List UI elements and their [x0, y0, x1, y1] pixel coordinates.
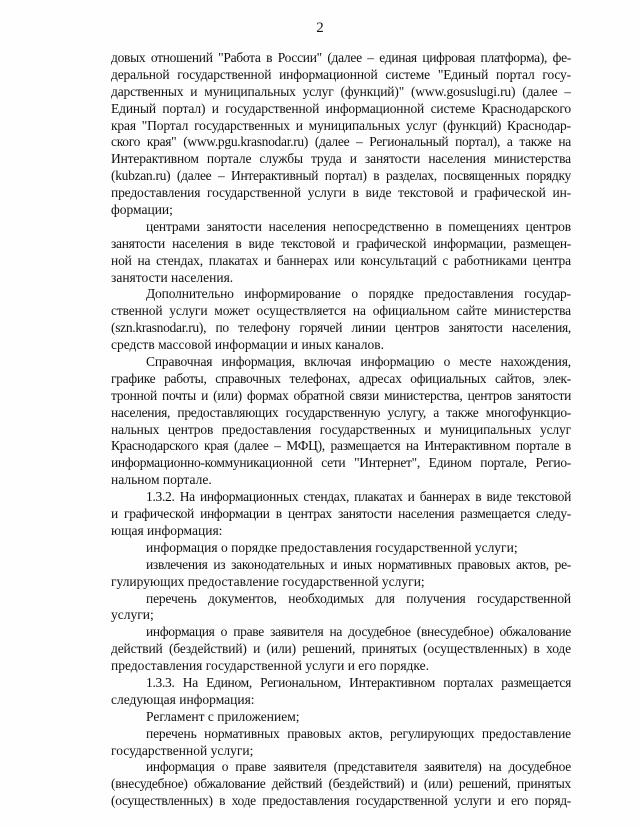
text-line: (kubzan.ru) (далее – Интерактивный портал) в разделах, посвященных порядку — [111, 168, 571, 184]
text-line: тронной почты и (или) формах обратной связи министерства, центров занятости — [111, 387, 571, 403]
text-line: населения, предоставляющих государственную услугу, а также многофункцио- — [111, 404, 571, 420]
text-line: ственной услуги может осуществляется на официальном сайте министерства — [111, 303, 571, 319]
text-line: предоставления государственной услуги в виде текстовой и графической ин- — [111, 185, 571, 201]
text-line: услуги; — [111, 607, 154, 623]
text-line: информационно-коммуникационной сети "Интернет", Едином портале, Регио- — [111, 455, 571, 471]
text-line: перечень нормативных правовых актов, регулирующих предоставление — [146, 725, 571, 741]
text-line: государственной услуги; — [111, 742, 254, 758]
text-line: Краснодарского края (далее – МФЦ), размещается на Интерактивном портале в — [111, 438, 571, 454]
text-line: (осуществленных) в ходе предоставления государственной услуги и его поряд- — [111, 793, 571, 809]
page-number: 2 — [316, 20, 324, 36]
text-line: Единый портал) и государственной информационной системе Краснодарского — [111, 100, 571, 116]
text-line: ского края" (www.pgu.krasnodar.ru) (далее – Региональный портал), а также на — [111, 134, 571, 150]
text-line: формации; — [111, 202, 173, 218]
text-line: информация о праве заявителя (представителя заявителя) на досудебное — [146, 759, 571, 775]
text-line: нальном портале. — [111, 472, 212, 488]
text-line: Справочная информация, включая информацию о месте нахождения, — [146, 354, 571, 370]
text-line: информация о порядке предоставления государственной услуги; — [146, 539, 518, 555]
text-line: 1.3.3. На Едином, Региональном, Интерактивном порталах размещается — [146, 674, 571, 690]
text-line: довых отношений "Работа в России" (далее – единая цифровая платформа), фе- — [111, 50, 571, 65]
text-line: ющая информация: — [111, 522, 223, 538]
text-line: следующая информация: — [111, 691, 255, 707]
text-line: средств массовой информации и иных каналов. — [111, 337, 385, 353]
text-line: и графической информации в центрах занятости населения размещается следу- — [111, 506, 571, 522]
text-line: занятости населения в виде текстовой и графической информации, размещен- — [111, 235, 571, 251]
text-line: деральной государственной информационной системе "Единый портал госу- — [111, 66, 571, 82]
text-line: графике работы, справочных телефонах, адресах официальных сайтов, элек- — [111, 370, 571, 386]
text-line: ной на стендах, плакатах и баннерах или консультаций с работниками центра — [111, 252, 571, 268]
text-line: (szn.krasnodar.ru), по телефону горячей линии центров занятости населения, — [111, 320, 571, 336]
text-line: Регламент с приложением; — [146, 708, 300, 724]
text-line: Дополнительно информирование о порядке предоставления государ- — [146, 286, 571, 302]
text-line: края "Портал государственных и муниципальных услуг (функций) Краснодар- — [111, 117, 571, 133]
text-line: действий (бездействий) и (или) решений, принятых (осуществленных) в ходе — [111, 641, 571, 657]
text-line: занятости населения. — [111, 269, 234, 285]
text-line: центрами занятости населения непосредственно в помещениях центров — [146, 218, 571, 234]
text-line: (внесудебное) обжалование действий (бездействий) и (или) решений, принятых — [111, 776, 571, 792]
text-line: дарственных и муниципальных услуг (функций)" (www.gosuslugi.ru) (далее – — [111, 83, 571, 99]
text-line: информация о праве заявителя на досудебное (внесудебное) обжалование — [146, 624, 571, 640]
text-line: перечень документов, необходимых для получения государственной — [146, 590, 571, 606]
document-body — [111, 50, 571, 810]
text-line: гулирующих предоставление государственной услуги; — [111, 573, 425, 589]
text-line: нальных центров предоставления государственных и муниципальных услуг — [111, 421, 571, 437]
text-line: Интерактивном портале службы труда и занятости населения министерства — [111, 151, 571, 167]
text-line: 1.3.2. На информационных стендах, плакатах и баннерах в виде текстовой — [146, 489, 571, 505]
text-line: извлечения из законодательных и иных нормативных правовых актов, ре- — [146, 556, 571, 572]
text-line: предоставления государственной услуги и его порядке. — [111, 658, 430, 674]
